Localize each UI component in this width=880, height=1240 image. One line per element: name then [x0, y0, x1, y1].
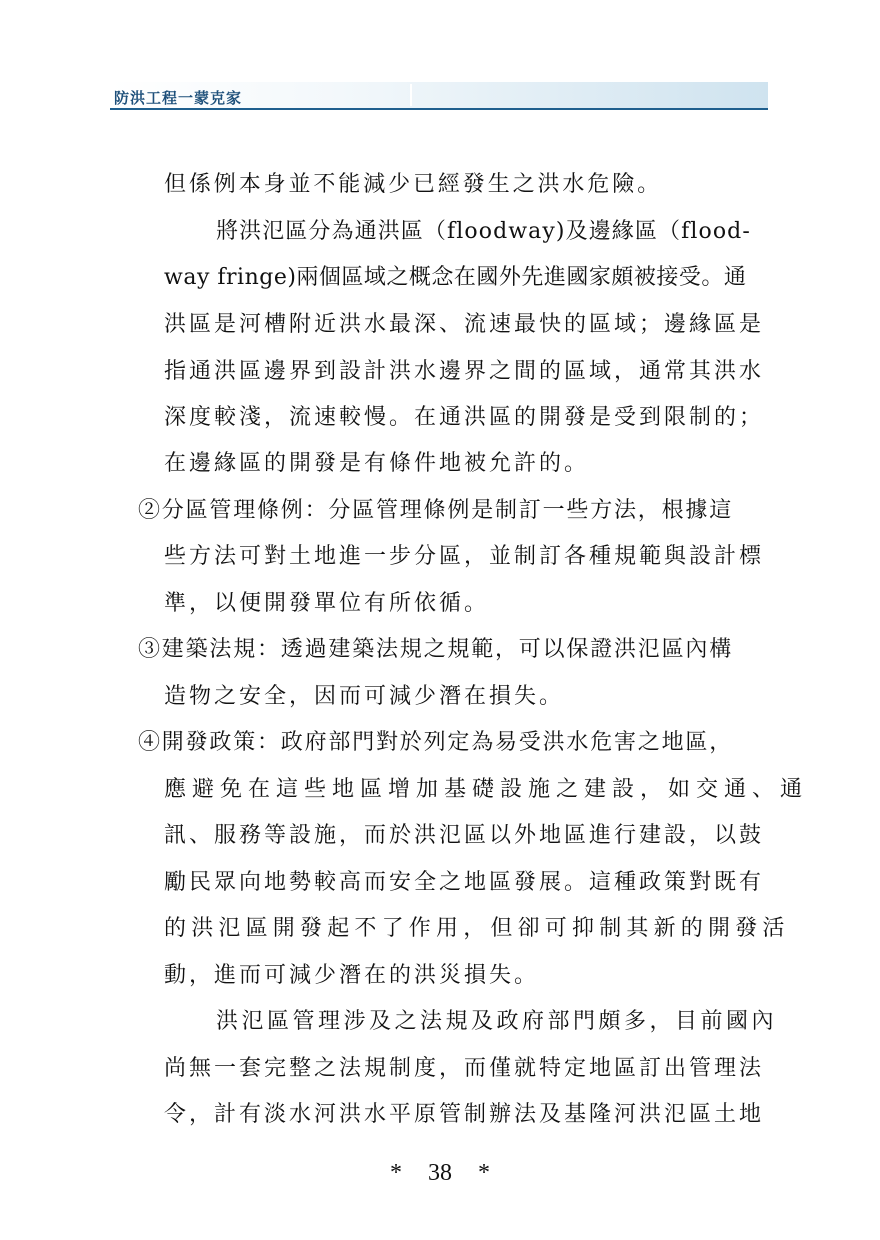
- text-line: 應避免在這些地區增加基礎設施之建設，如交通、通: [164, 777, 809, 802]
- list-item-4: ④開發政策：政府部門對於列定為易受洪水危害之地區，: [138, 730, 734, 755]
- text-line: 令，計有淡水河洪水平原管制辦法及基隆河洪氾區土地: [164, 1102, 765, 1127]
- text-line: 指通洪區邊界到設計洪水邊界之間的區域，通常其洪水: [164, 359, 765, 384]
- text-line: 洪氾區管理涉及之法規及政府部門頗多，目前國內: [216, 1009, 778, 1034]
- text-line: 勵民眾向地勢較高而安全之地區發展。這種政策對既有: [164, 870, 765, 895]
- footer-star-right: *: [478, 1160, 490, 1186]
- list-item-2: ②分區管理條例：分區管理條例是制訂一些方法，根據這: [138, 498, 734, 523]
- header-title: 防洪工程一蒙克家: [114, 89, 243, 107]
- text-line: 動，進而可減少潛在的洪災損失。: [164, 963, 540, 988]
- footer-star-left: *: [390, 1160, 402, 1186]
- text-line: 的洪氾區開發起不了作用，但卻可抑制其新的開發活: [164, 916, 790, 941]
- text-line: 但係例本身並不能減少已經發生之洪水危險。: [164, 172, 663, 197]
- list-item-3: ③建築法規：透過建築法規之規範，可以保證洪氾區內構: [138, 637, 734, 662]
- text-line: 深度較淺，流速較慢。在通洪區的開發是受到限制的；: [164, 405, 765, 430]
- text-line: 造物之安全，因而可減少潛在損失。: [164, 684, 565, 709]
- text-line: 在邊緣區的開發是有條件地被允許的。: [164, 451, 590, 476]
- page-footer: [0, 1160, 880, 1187]
- text-line: 尚無一套完整之法規制度，而僅就特定地區訂出管理法: [164, 1056, 765, 1081]
- text-line: 準，以便開發單位有所依循。: [164, 591, 490, 616]
- text-line: 將洪氾區分為通洪區（floodway)及邊緣區（flood-: [216, 219, 751, 244]
- text-line: 洪區是河槽附近洪水最深、流速最快的區域；邊緣區是: [164, 312, 765, 337]
- header-divider: [410, 84, 412, 106]
- text-line: 些方法可對土地進一步分區，並制訂各種規範與設計標: [164, 544, 765, 569]
- text-line: 訊、服務等設施，而於洪氾區以外地區進行建設，以鼓: [164, 823, 765, 848]
- page-number: 38: [428, 1160, 452, 1186]
- text-line: way fringe)兩個區域之概念在國外先進國家頗被接受。通: [164, 265, 747, 290]
- running-header: [110, 82, 768, 110]
